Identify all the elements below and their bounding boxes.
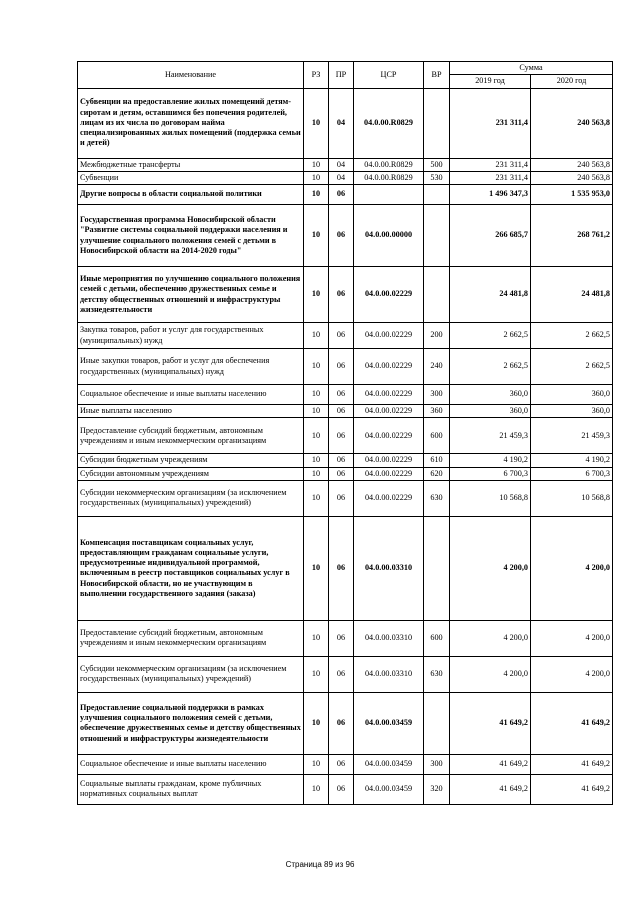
- cell-y2020: 240 563,8: [531, 158, 613, 171]
- cell-pr: 06: [329, 418, 354, 454]
- cell-y2019: 41 649,2: [450, 774, 531, 804]
- cell-rz: 10: [304, 516, 329, 620]
- header-name: Наименование: [78, 62, 304, 89]
- cell-y2019: 360,0: [450, 405, 531, 418]
- cell-y2019: 2 662,5: [450, 349, 531, 385]
- cell-pr: 06: [329, 774, 354, 804]
- cell-name: Субсидии автономным учреждениям: [78, 467, 304, 480]
- cell-y2019: 4 190,2: [450, 454, 531, 467]
- table-row: [78, 516, 613, 620]
- cell-csr: 04.0.00.02229: [354, 323, 424, 349]
- cell-y2020: 240 563,8: [531, 171, 613, 184]
- table-row: [78, 349, 613, 385]
- cell-y2020: 10 568,8: [531, 480, 613, 516]
- cell-csr: 04.0.00.03459: [354, 692, 424, 754]
- cell-rz: 10: [304, 418, 329, 454]
- cell-csr: 04.0.00.02229: [354, 467, 424, 480]
- cell-pr: 06: [329, 454, 354, 467]
- cell-pr: 04: [329, 171, 354, 184]
- cell-y2019: 231 311,4: [450, 171, 531, 184]
- cell-rz: 10: [304, 467, 329, 480]
- cell-vr: [424, 205, 450, 267]
- cell-name: Социальное обеспечение и иные выплаты населению: [78, 754, 304, 774]
- cell-y2019: 21 459,3: [450, 418, 531, 454]
- cell-vr: 320: [424, 774, 450, 804]
- cell-y2019: 231 311,4: [450, 88, 531, 158]
- cell-rz: 10: [304, 774, 329, 804]
- cell-csr: 04.0.00.02229: [354, 480, 424, 516]
- cell-pr: 06: [329, 692, 354, 754]
- cell-vr: 600: [424, 418, 450, 454]
- cell-name: Субсидии некоммерческим организациям (за исключением государственных (муниципальных) учреждений): [78, 656, 304, 692]
- table-header: [78, 62, 613, 89]
- header-2019: 2019 год: [450, 75, 531, 88]
- cell-rz: 10: [304, 480, 329, 516]
- cell-y2020: 240 563,8: [531, 88, 613, 158]
- cell-y2020: 268 761,2: [531, 205, 613, 267]
- cell-rz: 10: [304, 171, 329, 184]
- cell-name: Субвенции на предоставление жилых помещений детям-сиротам и детям, оставшимся без попечения родителей, лицам из их числа по договорам найма специализированных жилых помещений (поддержка семьи и детей): [78, 88, 304, 158]
- cell-rz: 10: [304, 385, 329, 405]
- cell-csr: 04.0.00.R0829: [354, 88, 424, 158]
- cell-vr: 630: [424, 656, 450, 692]
- cell-name: Иные закупки товаров, работ и услуг для обеспечения государственных (муниципальных) нужд: [78, 349, 304, 385]
- cell-csr: 04.0.00.03310: [354, 516, 424, 620]
- cell-name: Иные выплаты населению: [78, 405, 304, 418]
- cell-pr: 06: [329, 467, 354, 480]
- table-row: [78, 774, 613, 804]
- cell-pr: 06: [329, 185, 354, 205]
- cell-vr: 360: [424, 405, 450, 418]
- cell-rz: 10: [304, 620, 329, 656]
- table-row: [78, 158, 613, 171]
- cell-vr: 600: [424, 620, 450, 656]
- cell-vr: [424, 267, 450, 323]
- header-rz: РЗ: [304, 62, 329, 89]
- cell-rz: 10: [304, 323, 329, 349]
- cell-y2019: 231 311,4: [450, 158, 531, 171]
- cell-vr: 300: [424, 754, 450, 774]
- table-row: [78, 454, 613, 467]
- table-row: [78, 754, 613, 774]
- cell-csr: 04.0.00.00000: [354, 205, 424, 267]
- cell-vr: 240: [424, 349, 450, 385]
- cell-y2020: 4 200,0: [531, 516, 613, 620]
- cell-rz: 10: [304, 692, 329, 754]
- cell-rz: 10: [304, 185, 329, 205]
- cell-y2020: 360,0: [531, 405, 613, 418]
- cell-pr: 06: [329, 323, 354, 349]
- cell-y2019: 1 496 347,3: [450, 185, 531, 205]
- cell-y2019: 2 662,5: [450, 323, 531, 349]
- cell-y2019: 4 200,0: [450, 656, 531, 692]
- table-row: [78, 656, 613, 692]
- cell-vr: [424, 185, 450, 205]
- header-vr: ВР: [424, 62, 450, 89]
- cell-csr: [354, 185, 424, 205]
- cell-name: Субсидии некоммерческим организациям (за исключением государственных (муниципальных) учреждений): [78, 480, 304, 516]
- cell-pr: 06: [329, 480, 354, 516]
- cell-rz: 10: [304, 158, 329, 171]
- cell-y2019: 360,0: [450, 385, 531, 405]
- cell-name: Социальные выплаты гражданам, кроме публичных нормативных социальных выплат: [78, 774, 304, 804]
- cell-vr: [424, 88, 450, 158]
- table-row: [78, 205, 613, 267]
- table-row: [78, 323, 613, 349]
- cell-name: Компенсация поставщикам социальных услуг, предоставляющим гражданам социальные услуги, предусмотренные индивидуальной программой, включенным в реестр поставщиков социальных услуг в Новосибирской области, но не участвующим в выполнении государственного задания (заказа): [78, 516, 304, 620]
- cell-name: Предоставление социальной поддержки в рамках улучшения социального положения семей с детьми, обеспечение дружественных семье и детству общественных отношений и инфраструктуры жизнедеятельности: [78, 692, 304, 754]
- cell-rz: 10: [304, 205, 329, 267]
- budget-table: [77, 61, 613, 805]
- cell-y2020: 41 649,2: [531, 774, 613, 804]
- cell-vr: 620: [424, 467, 450, 480]
- cell-csr: 04.0.00.02229: [354, 349, 424, 385]
- cell-csr: 04.0.00.03459: [354, 754, 424, 774]
- cell-y2020: 41 649,2: [531, 754, 613, 774]
- cell-name: Иные мероприятия по улучшению социального положения семей с детьми, обеспечению дружественных семье и детству общественных отношений и инфраструктуры жизнедеятельности: [78, 267, 304, 323]
- cell-pr: 06: [329, 754, 354, 774]
- table-row: [78, 467, 613, 480]
- cell-y2019: 24 481,8: [450, 267, 531, 323]
- table-row: [78, 692, 613, 754]
- header-2020: 2020 год: [531, 75, 613, 88]
- cell-rz: 10: [304, 349, 329, 385]
- cell-vr: 300: [424, 385, 450, 405]
- table-row: [78, 620, 613, 656]
- header-csr: ЦСР: [354, 62, 424, 89]
- table-row: [78, 267, 613, 323]
- cell-y2020: 41 649,2: [531, 692, 613, 754]
- cell-csr: 04.0.00.03459: [354, 774, 424, 804]
- cell-y2020: 6 700,3: [531, 467, 613, 480]
- cell-rz: 10: [304, 656, 329, 692]
- cell-y2020: 4 200,0: [531, 656, 613, 692]
- cell-vr: [424, 692, 450, 754]
- cell-y2020: 1 535 953,0: [531, 185, 613, 205]
- cell-y2019: 4 200,0: [450, 516, 531, 620]
- cell-y2020: 24 481,8: [531, 267, 613, 323]
- cell-vr: 530: [424, 171, 450, 184]
- cell-pr: 06: [329, 267, 354, 323]
- cell-name: Предоставление субсидий бюджетным, автономным учреждениям и иным некоммерческим организациям: [78, 418, 304, 454]
- table-body: [78, 88, 613, 804]
- cell-y2020: 21 459,3: [531, 418, 613, 454]
- table-row: [78, 405, 613, 418]
- cell-y2020: 2 662,5: [531, 349, 613, 385]
- cell-y2019: 6 700,3: [450, 467, 531, 480]
- table-row: [78, 418, 613, 454]
- cell-rz: 10: [304, 454, 329, 467]
- cell-pr: 06: [329, 349, 354, 385]
- cell-pr: 06: [329, 405, 354, 418]
- cell-csr: 04.0.00.R0829: [354, 158, 424, 171]
- table-row: [78, 171, 613, 184]
- cell-pr: 04: [329, 158, 354, 171]
- cell-y2019: 266 685,7: [450, 205, 531, 267]
- cell-csr: 04.0.00.02229: [354, 267, 424, 323]
- cell-csr: 04.0.00.03310: [354, 656, 424, 692]
- table-row: [78, 385, 613, 405]
- cell-pr: 04: [329, 88, 354, 158]
- cell-vr: 630: [424, 480, 450, 516]
- cell-csr: 04.0.00.02229: [354, 454, 424, 467]
- cell-pr: 06: [329, 205, 354, 267]
- cell-y2019: 41 649,2: [450, 754, 531, 774]
- cell-name: Межбюджетные трансферты: [78, 158, 304, 171]
- cell-rz: 10: [304, 88, 329, 158]
- cell-rz: 10: [304, 754, 329, 774]
- cell-y2019: 4 200,0: [450, 620, 531, 656]
- cell-pr: 06: [329, 385, 354, 405]
- header-pr: ПР: [329, 62, 354, 89]
- cell-y2020: 360,0: [531, 385, 613, 405]
- cell-pr: 06: [329, 620, 354, 656]
- cell-name: Закупка товаров, работ и услуг для государственных (муниципальных) нужд: [78, 323, 304, 349]
- cell-y2020: 4 190,2: [531, 454, 613, 467]
- table-row: [78, 480, 613, 516]
- cell-name: Субвенции: [78, 171, 304, 184]
- cell-rz: 10: [304, 267, 329, 323]
- cell-vr: [424, 516, 450, 620]
- cell-rz: 10: [304, 405, 329, 418]
- cell-y2019: 10 568,8: [450, 480, 531, 516]
- header-sum: Сумма: [450, 62, 613, 75]
- page-footer: Страница 89 из 96: [285, 860, 355, 869]
- cell-csr: 04.0.00.02229: [354, 405, 424, 418]
- cell-name: Предоставление субсидий бюджетным, автономным учреждениям и иным некоммерческим организациям: [78, 620, 304, 656]
- cell-y2020: 4 200,0: [531, 620, 613, 656]
- cell-name: Субсидии бюджетным учреждениям: [78, 454, 304, 467]
- cell-vr: 610: [424, 454, 450, 467]
- cell-csr: 04.0.00.03310: [354, 620, 424, 656]
- cell-y2019: 41 649,2: [450, 692, 531, 754]
- cell-vr: 500: [424, 158, 450, 171]
- cell-name: Государственная программа Новосибирской области "Развитие системы социальной поддержки населения и улучшение социального положения семей с детьми в Новосибирской области на 2014-2020 годы": [78, 205, 304, 267]
- table-row: [78, 185, 613, 205]
- cell-csr: 04.0.00.02229: [354, 418, 424, 454]
- cell-vr: 200: [424, 323, 450, 349]
- cell-name: Другие вопросы в области социальной политики: [78, 185, 304, 205]
- cell-csr: 04.0.00.02229: [354, 385, 424, 405]
- cell-name: Социальное обеспечение и иные выплаты населению: [78, 385, 304, 405]
- table-row: [78, 88, 613, 158]
- cell-pr: 06: [329, 656, 354, 692]
- cell-y2020: 2 662,5: [531, 323, 613, 349]
- cell-csr: 04.0.00.R0829: [354, 171, 424, 184]
- cell-pr: 06: [329, 516, 354, 620]
